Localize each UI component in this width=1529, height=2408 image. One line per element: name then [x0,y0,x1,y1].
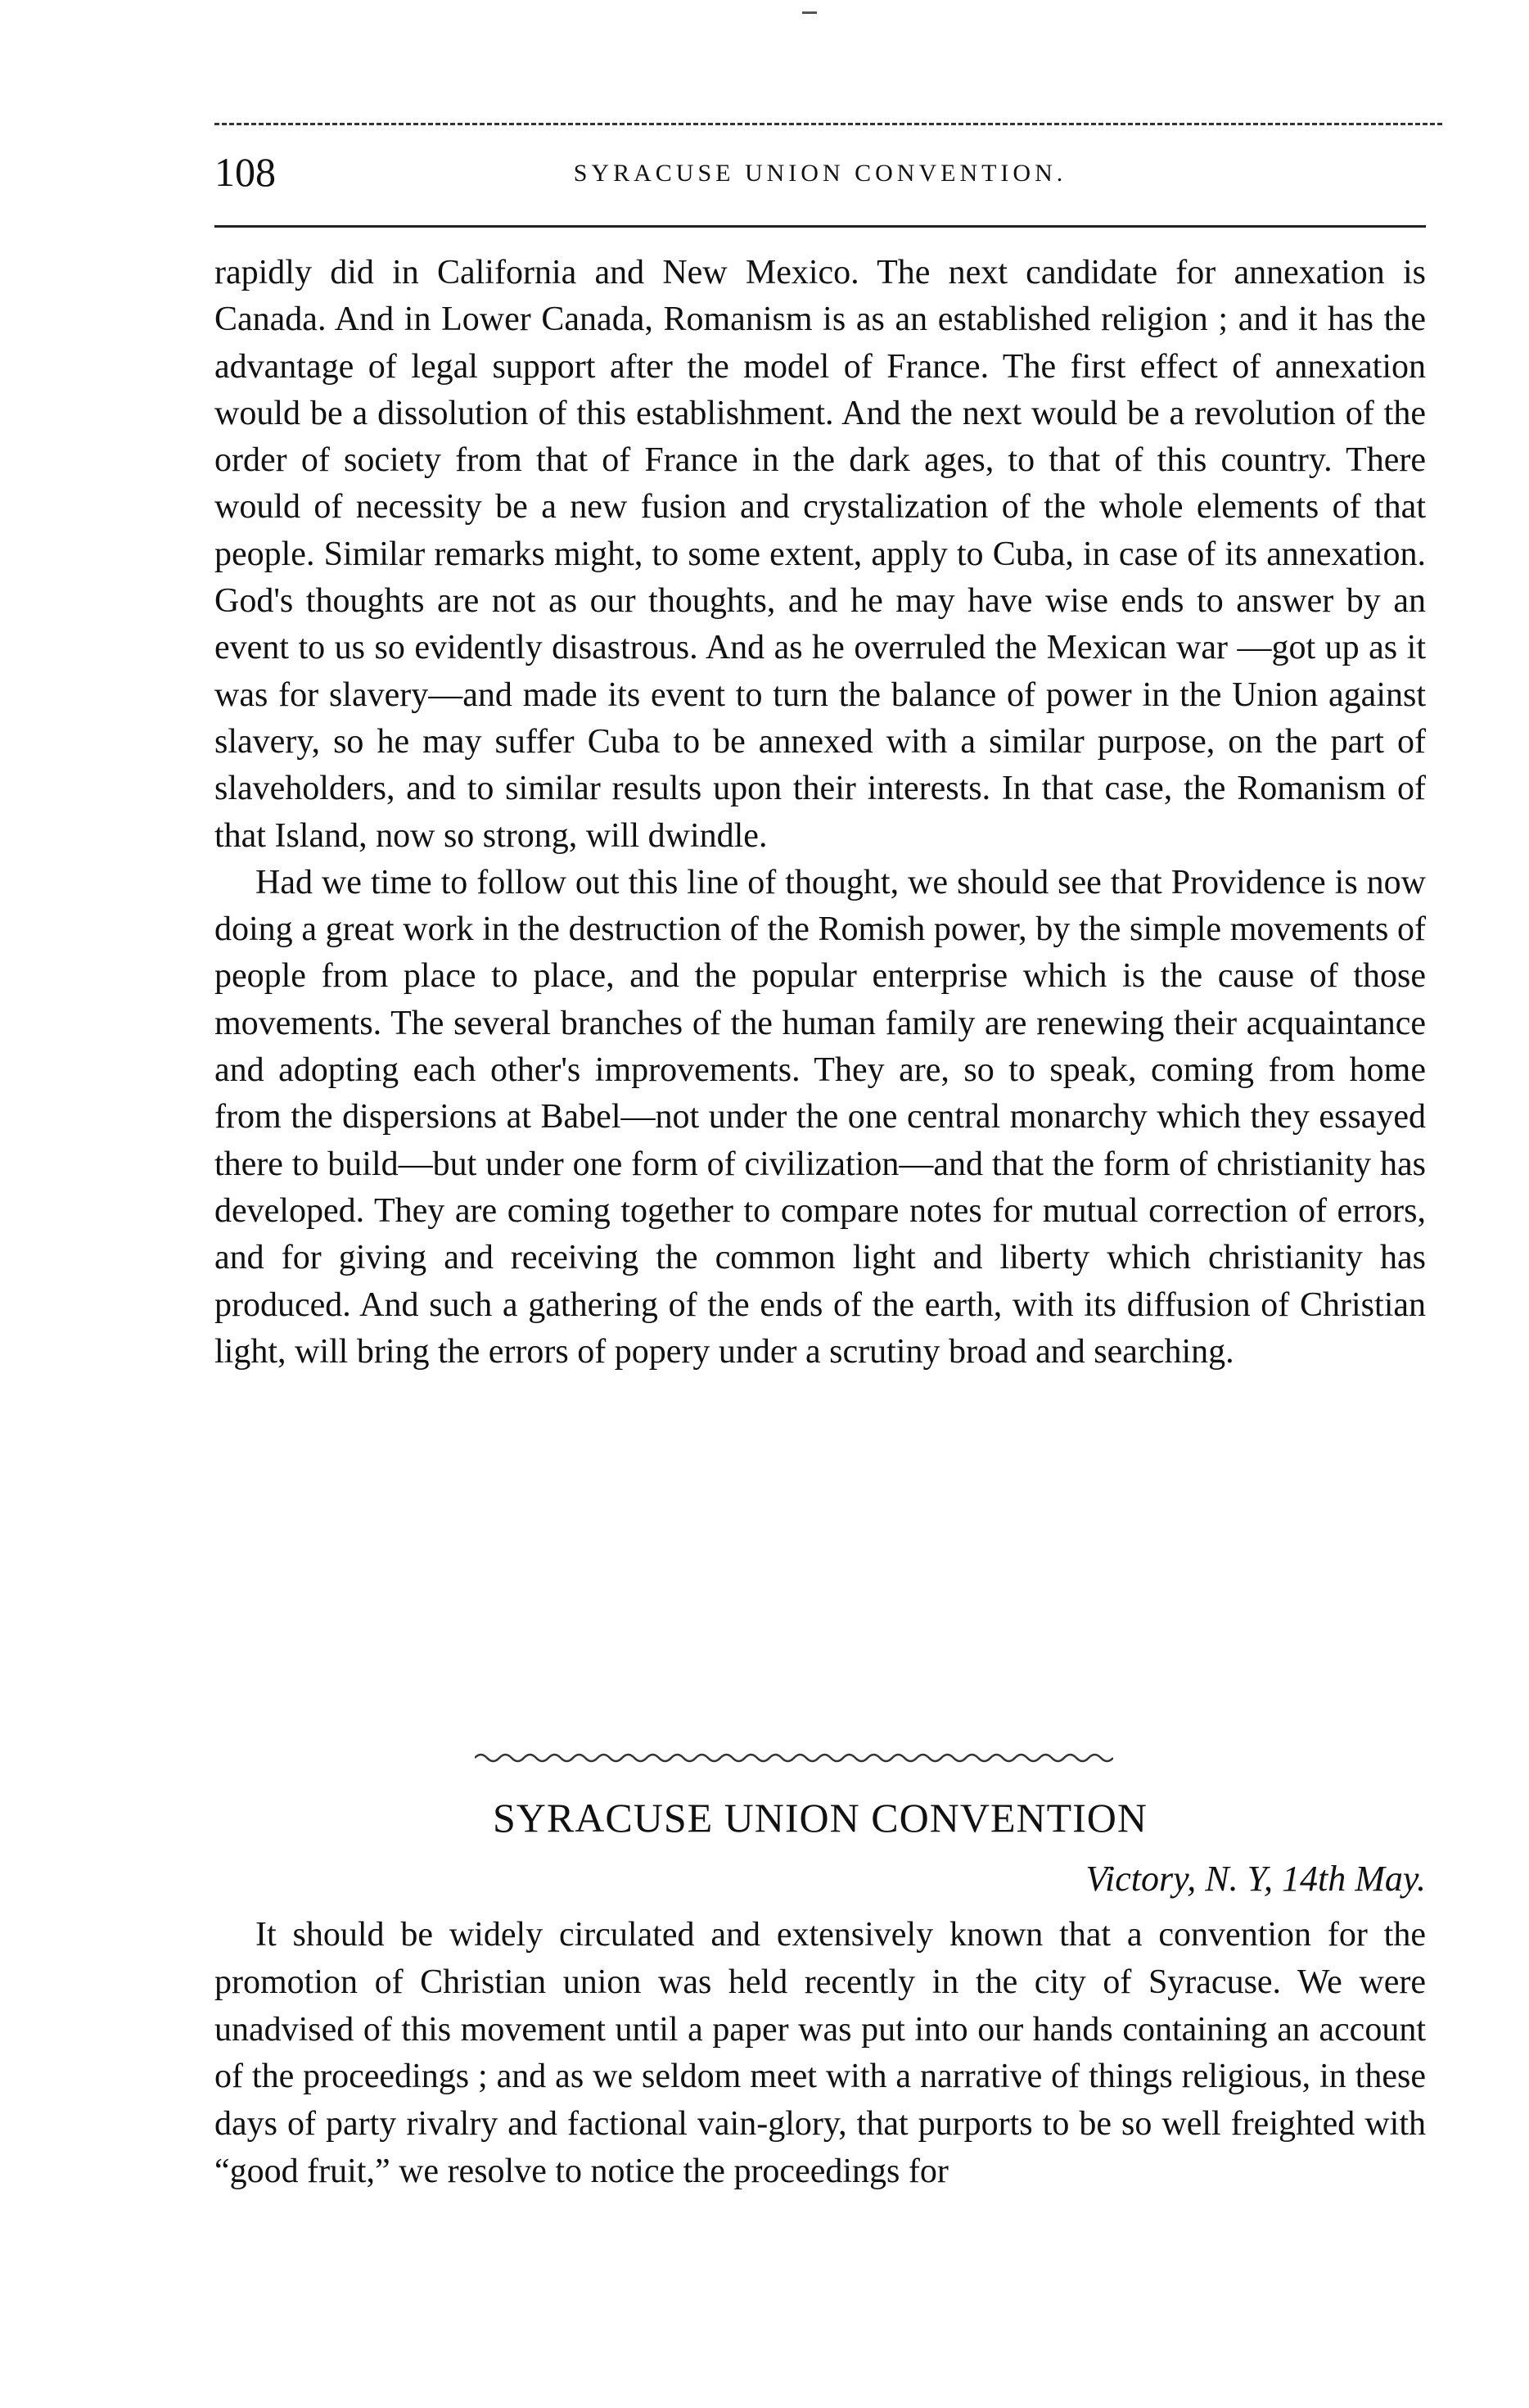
header-rule [214,225,1426,228]
running-title: SYRACUSE UNION CONVENTION. [573,160,1067,187]
wavy-separator [475,1750,1113,1766]
top-mark [802,11,817,14]
page-header [214,147,1426,205]
article-paragraph-2: Had we time to follow out this line of thought, we should see that Providence is now doing a great work in the destruction of the Romish power, by the simple movements of people from place to place, and the popular enterprise which is the cause of those movements. The several branches of the human family are renewing their acquaintance and adopting each other's improvements. They are, so to speak, coming from home from the dispersions at Babel—not under the one central monarchy which they essayed there to build—but under one form of civilization—and that the form of christianity has developed. They are coming together to compare notes for mutual correction of errors, and for giving and receiving the common light and liberty which christianity has produced. And such a gathering of the ends of the earth, with its diffusion of Christian light, will bring the errors of popery under a scrutiny broad and searching. [214,863,1426,1371]
section-paragraph-1: It should be widely circulated and extensively known that a convention for the promotion of Christian union was held recently in the city of Syracuse. We were unadvised of this movement until a paper was put into our hands containing an account of the proceedings ; and as we seldom meet with a narrative of things religious, in these days of party rivalry and factional vain-glory, that purports to be so well freighted with “good fruit,” we resolve to notice the proceedings for [214,1916,1426,2190]
article-paragraph-1: rapidly did in California and New Mexico. The next candidate for annexation is Canada. And in Lower Canada, Romanism is as an established religion ; and it has the advantage of legal support after the model of France. The first effect of annexation would be a dissolution of this establishment. And the next would be a revolution of the order of society from that of France in the dark ages, to that of this country. There would of necessity be a new fusion and crystalization of the whole elements of that people. Similar remarks might, to some extent, apply to Cuba, in case of its annexation. God's thoughts are not as our thoughts, and he may have wise ends to answer by an event to us so evidently disastrous. And as he overruled the Mexican war —got up as it was for slavery—and made its event to turn the balance of power in the Union against slavery, so he may suffer Cuba to be annexed with a similar purpose, on the part of slaveholders, and to similar results upon their interests. In that case, the Romanism of that Island, now so strong, will dwindle. [214,254,1426,855]
section-title: SYRACUSE UNION CONVENTION [493,1795,1148,1841]
section-body [214,1912,1426,2196]
article-body [214,250,1426,1376]
page-number: 108 [214,149,276,195]
top-dashed-rule [214,123,1442,125]
dateline: Victory, N. Y, 14th May. [1085,1859,1426,1899]
